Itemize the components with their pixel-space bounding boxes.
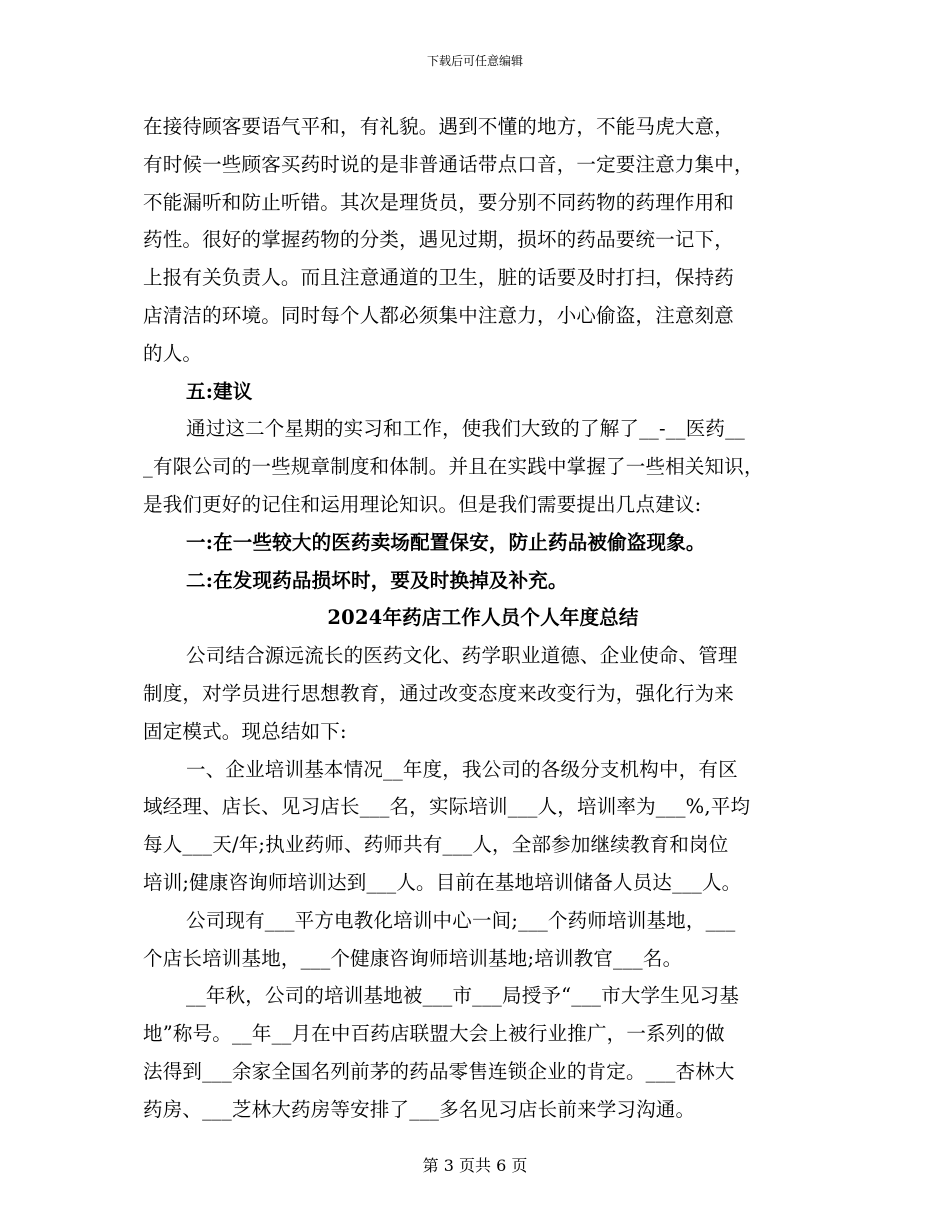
paragraph-line: 固定模式。现总结如下: [143,719,347,743]
paragraph-line: 有时候一些顾客买药时说的是非普通话带点口音，一定要注意力集中， [143,152,754,176]
paragraph-line: 店清洁的环境。同时每个人都必须集中注意力，小心偷盗，注意刻意 [143,303,735,327]
document-title: 2024年药店工作人员个人年度总结 [327,606,639,630]
paragraph-line: 药房、___芝林大药房等安排了___多名见习店长前来学习沟通。 [143,1097,696,1121]
page-footer: 第 3 页共 6 页 [422,1156,528,1175]
paragraph-line: 制度，对学员进行思想教育，通过改变态度来改变行为，强化行为来 [143,681,735,705]
paragraph-line: __年秋，公司的培训基地被___市___局授予“___市大学生见习基 [186,984,740,1008]
paragraph-line: 公司现有___平方电教化培训中心一间;___个药师培训基地，___ [186,908,736,932]
paragraph-line: 公司结合源远流长的医药文化、药学职业道德、企业使命、管理 [186,644,738,668]
suggestion-item: 一:在一些较大的医药卖场配置保安，防止药品被偷盗现象。 [186,530,706,554]
paragraph-line: 个店长培训基地，___个健康咨询师培训基地;培训教官___名。 [143,946,683,970]
paragraph-line: 药性。很好的掌握药物的分类，遇见过期，损坏的药品要统一记下， [143,228,735,252]
paragraph-line: 通过这二个星期的实习和工作，使我们大致的了解了__-__医药__ [186,417,745,441]
paragraph-line: 的人。 [143,341,203,365]
paragraph-line: 上报有关负责人。而且注意通道的卫生，脏的话要及时打扫，保持药 [143,266,735,290]
paragraph-line: 域经理、店长、见习店长___名，实际培训___人，培训率为___%,平均 [143,795,751,819]
paragraph-line: 不能漏听和防止听错。其次是理货员，要分别不同药物的药理作用和 [143,190,735,214]
paragraph-line: 每人___天/年;执业药师、药师共有___人，全部参加继续教育和岗位 [143,833,729,857]
paragraph-line: 在接待顾客要语气平和，有礼貌。遇到不懂的地方，不能马虎大意， [143,115,735,138]
paragraph-line: 一、企业培训基本情况__年度，我公司的各级分支机构中，有区 [186,757,738,781]
document-body [143,112,823,1133]
suggestion-item: 二:在发现药品损坏时，要及时换掉及补充。 [186,568,568,592]
section-heading: 五:建议 [186,379,253,403]
paragraph-line: 法得到___余家全国名列前茅的药品零售连锁企业的肯定。___杏林大 [143,1059,735,1083]
paragraph-line: 地”称号。__年__月在中百药店联盟大会上被行业推广，一系列的做 [143,1022,725,1046]
page-header: 下载后可任意编辑 [426,54,523,68]
paragraph-line: 是我们更好的记住和运用理论知识。但是我们需要提出几点建议: [143,492,702,516]
paragraph-line: _有限公司的一些规章制度和体制。并且在实践中掌握了一些相关知识， [143,455,764,479]
paragraph-line: 培训;健康咨询师培训达到___人。目前在基地培训储备人员达___人。 [143,870,742,894]
